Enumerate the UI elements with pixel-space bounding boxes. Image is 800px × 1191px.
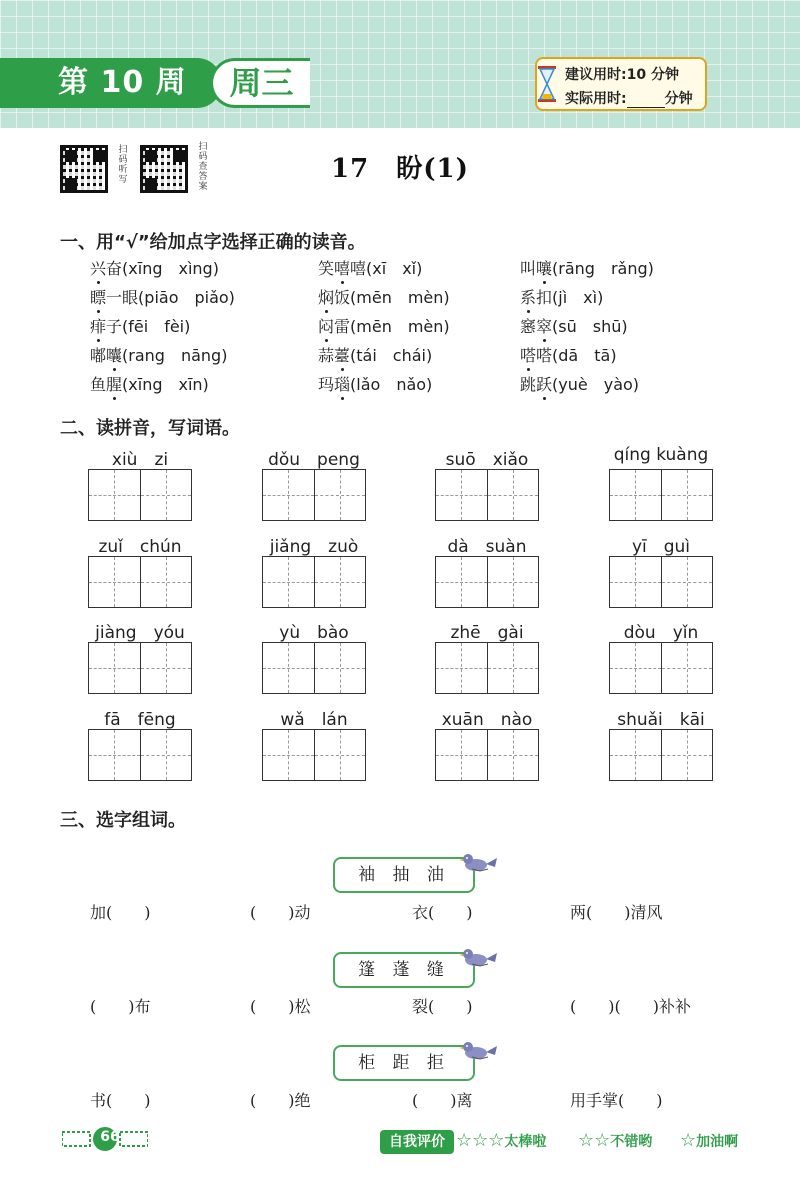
eval-text-good: 不错哟 <box>610 1134 653 1150</box>
writing-grid-box[interactable] <box>88 556 192 608</box>
eval-item-cheer[interactable] <box>680 1131 738 1151</box>
eval-item-great[interactable] <box>456 1131 546 1151</box>
pronunciation-word: 笑嘻嘻 <box>318 259 366 278</box>
pinyin-label: xiù zi <box>111 450 169 470</box>
pronunciation-word: 蒜薹 <box>318 346 350 365</box>
pronunciation-word: 嘟囔 <box>90 346 122 365</box>
grid-cell[interactable] <box>487 557 539 607</box>
pronunciation-options[interactable]: (yuè yào) <box>552 375 640 394</box>
bird-icon <box>458 944 498 974</box>
grid-cell[interactable] <box>263 470 314 520</box>
pronunciation-options[interactable]: (xī xǐ) <box>366 259 423 278</box>
fill-blank-item[interactable]: 两( )清风 <box>570 903 663 922</box>
pronunciation-item[interactable] <box>90 256 219 279</box>
grid-cell[interactable] <box>610 730 661 780</box>
pronunciation-options[interactable]: (mēn mèn) <box>350 317 450 336</box>
grid-cell[interactable] <box>140 730 192 780</box>
pinyin-label: dòu yǐn <box>623 623 699 643</box>
fill-blank-item[interactable]: ( )动 <box>250 903 311 922</box>
pronunciation-word: 兴奋 <box>90 259 122 278</box>
pinyin-label: shuǎi kāi <box>617 710 705 730</box>
grid-cell[interactable] <box>661 730 713 780</box>
pronunciation-options[interactable]: (sū shū) <box>552 317 628 336</box>
pronunciation-word: 叫嚷 <box>520 259 552 278</box>
fill-blank-item[interactable]: ( )离 <box>412 1091 473 1110</box>
grid-cell[interactable] <box>140 557 192 607</box>
character-options-box: 袖 抽 油 <box>333 857 475 893</box>
pronunciation-word: 闷雷 <box>318 317 350 336</box>
writing-grid-box[interactable] <box>435 729 539 781</box>
writing-grid-box[interactable] <box>262 469 366 521</box>
pronunciation-options[interactable]: (jì xì) <box>552 288 604 307</box>
writing-grid-box[interactable] <box>435 556 539 608</box>
pinyin-label: jiàng yóu <box>95 623 185 643</box>
actual-time-blank[interactable] <box>627 94 665 108</box>
fill-blank-item[interactable]: ( )布 <box>90 997 151 1016</box>
qr-listen-label: 扫码听写 <box>118 145 128 185</box>
bird-icon <box>458 1037 498 1067</box>
grid-cell[interactable] <box>89 730 140 780</box>
pronunciation-options[interactable]: (rang nāng) <box>122 346 228 365</box>
bird-icon <box>458 849 498 879</box>
grid-cell[interactable] <box>89 470 140 520</box>
pronunciation-options[interactable]: (lǎo nǎo) <box>350 375 433 394</box>
writing-grid-box[interactable] <box>262 556 366 608</box>
character-options-box: 柜 距 拒 <box>333 1045 475 1081</box>
pinyin-label: fā fēng <box>104 710 176 730</box>
fill-blank-item[interactable]: 加( ) <box>90 903 151 922</box>
pronunciation-item[interactable] <box>318 285 450 308</box>
pinyin-label: dà suàn <box>447 537 527 557</box>
pinyin-label: xuān nào <box>441 710 533 730</box>
pinyin-label: wǎ lán <box>280 710 348 730</box>
qr-answer-label: 扫码查答案 <box>198 142 208 192</box>
writing-grid-box[interactable] <box>262 642 366 694</box>
hourglass-icon <box>537 66 557 102</box>
grid-cell[interactable] <box>436 643 487 693</box>
pronunciation-options[interactable]: (dā tā) <box>552 346 617 365</box>
pronunciation-word: 系扣 <box>520 288 552 307</box>
star-icon[interactable]: ☆☆☆ <box>456 1130 505 1151</box>
grid-cell[interactable] <box>610 470 661 520</box>
pinyin-label: qíng kuàng <box>613 445 709 465</box>
pronunciation-word: 瞟一眼 <box>90 288 138 307</box>
pinyin-label: zhē gài <box>450 623 524 643</box>
pinyin-label: yù bào <box>279 623 349 643</box>
pronunciation-item[interactable] <box>318 314 450 337</box>
grid-cell[interactable] <box>263 730 314 780</box>
grid-cell[interactable] <box>610 557 661 607</box>
grid-cell[interactable] <box>89 557 140 607</box>
grid-cell[interactable] <box>89 643 140 693</box>
writing-grid-box[interactable] <box>88 729 192 781</box>
pronunciation-options[interactable]: (xīng xìng) <box>122 259 219 278</box>
writing-grid-box[interactable] <box>609 642 713 694</box>
grid-cell[interactable] <box>661 470 713 520</box>
grid-cell[interactable] <box>263 643 314 693</box>
writing-grid-box[interactable] <box>435 469 539 521</box>
pronunciation-word: 跳跃 <box>520 375 552 394</box>
pronunciation-item[interactable] <box>90 372 209 395</box>
grid-cell[interactable] <box>314 557 366 607</box>
pronunciation-options[interactable]: (tái chái) <box>350 346 433 365</box>
star-icon[interactable]: ☆ <box>680 1130 697 1151</box>
pinyin-label: yī guì <box>631 537 691 557</box>
pronunciation-word: 玛瑙 <box>318 375 350 394</box>
pronunciation-options[interactable]: (fēi fèi) <box>122 317 191 336</box>
grid-cell[interactable] <box>436 557 487 607</box>
pronunciation-word: 鱼腥 <box>90 375 122 394</box>
pronunciation-item[interactable] <box>318 256 422 279</box>
writing-grid-box[interactable] <box>609 556 713 608</box>
page-number: 66 <box>100 1129 120 1145</box>
pinyin-label: jiǎng zuò <box>269 537 359 557</box>
pronunciation-word: 窸窣 <box>520 317 552 336</box>
pronunciation-item[interactable] <box>520 285 603 308</box>
pronunciation-word: 嗒嗒 <box>520 346 552 365</box>
grid-cell[interactable] <box>610 643 661 693</box>
eval-text-cheer: 加油啊 <box>696 1134 739 1150</box>
grid-cell[interactable] <box>140 470 192 520</box>
grid-cell[interactable] <box>314 643 366 693</box>
writing-grid-box[interactable] <box>262 729 366 781</box>
pronunciation-word: 痱子 <box>90 317 122 336</box>
eval-item-good[interactable] <box>578 1131 652 1151</box>
pronunciation-item[interactable] <box>318 372 432 395</box>
writing-grid-box[interactable] <box>435 642 539 694</box>
actual-time-suffix: 分钟 <box>664 91 693 107</box>
fill-blank-item[interactable]: 用手掌( ) <box>570 1091 663 1110</box>
pronunciation-item[interactable] <box>318 343 432 366</box>
character-options-box: 篷 蓬 缝 <box>333 952 475 988</box>
writing-grid-box[interactable] <box>88 642 192 694</box>
pronunciation-item[interactable] <box>520 343 617 366</box>
writing-grid-box[interactable] <box>609 469 713 521</box>
writing-grid-box[interactable] <box>609 729 713 781</box>
pronunciation-options[interactable]: (rāng rǎng) <box>552 259 654 278</box>
fill-blank-item[interactable]: ( )松 <box>250 997 311 1016</box>
actual-time <box>565 88 693 108</box>
grid-cell[interactable] <box>314 470 366 520</box>
pronunciation-options[interactable]: (piāo piǎo) <box>138 288 235 307</box>
eval-text-great: 太棒啦 <box>504 1134 547 1150</box>
self-eval-label: 自我评价 <box>380 1130 454 1154</box>
grid-cell[interactable] <box>436 730 487 780</box>
lesson-title: 17 盼(1) <box>331 154 469 184</box>
pronunciation-item[interactable] <box>90 343 227 366</box>
actual-time-prefix: 实际用时: <box>565 91 627 107</box>
pronunciation-options[interactable]: (mēn mèn) <box>350 288 450 307</box>
grid-cell[interactable] <box>314 730 366 780</box>
pronunciation-word: 焖饭 <box>318 288 350 307</box>
fill-blank-item[interactable]: ( )绝 <box>250 1091 311 1110</box>
section2-title: 二、读拼音，写词语。 <box>60 418 240 439</box>
pronunciation-item[interactable] <box>520 256 654 279</box>
fill-blank-item[interactable]: ( )( )补补 <box>570 997 691 1016</box>
pinyin-label: dǒu peng <box>268 450 360 470</box>
pinyin-label: zuǐ chún <box>98 537 182 557</box>
fill-blank-item[interactable]: 裂( ) <box>412 997 473 1016</box>
grid-cell[interactable] <box>140 643 192 693</box>
writing-grid-box[interactable] <box>88 469 192 521</box>
grid-cell[interactable] <box>487 643 539 693</box>
week-label: 第 10 周 <box>0 58 222 108</box>
grid-cell[interactable] <box>436 470 487 520</box>
fill-blank-item[interactable]: 书( ) <box>90 1091 151 1110</box>
pronunciation-options[interactable]: (xīng xīn) <box>122 375 209 394</box>
star-icon[interactable]: ☆☆ <box>578 1130 611 1151</box>
pronunciation-item[interactable] <box>520 372 639 395</box>
grid-cell[interactable] <box>661 557 713 607</box>
day-label: 周三 <box>210 58 310 108</box>
section3-title: 三、选字组词。 <box>60 810 186 831</box>
pinyin-label: suō xiǎo <box>445 450 529 470</box>
grid-cell[interactable] <box>487 730 539 780</box>
grid-cell[interactable] <box>661 643 713 693</box>
grid-cell[interactable] <box>263 557 314 607</box>
section1-title: 一、用“√”给加点字选择正确的读音。 <box>60 232 366 253</box>
suggested-time: 建议用时:10 分钟 <box>565 67 679 83</box>
pronunciation-item[interactable] <box>90 314 190 337</box>
fill-blank-item[interactable]: 衣( ) <box>412 903 473 922</box>
pronunciation-item[interactable] <box>90 285 235 308</box>
pronunciation-item[interactable] <box>520 314 628 337</box>
grid-cell[interactable] <box>487 470 539 520</box>
